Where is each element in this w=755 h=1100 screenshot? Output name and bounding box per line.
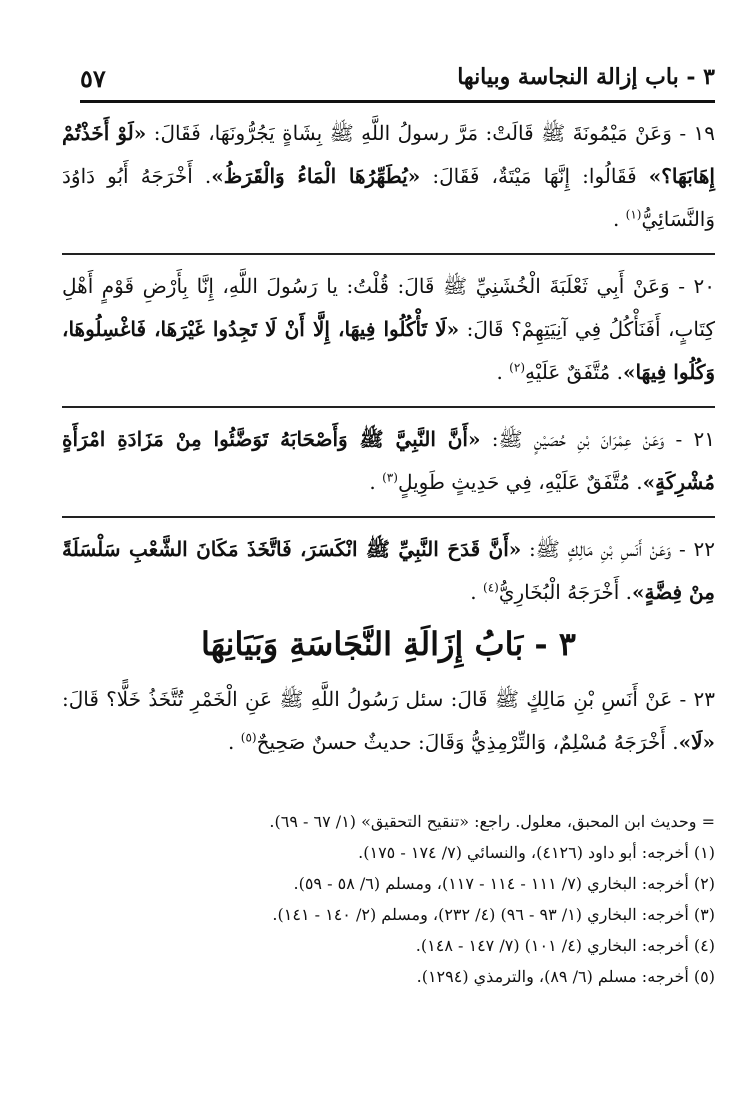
footnote-4: (٤) أخرجه: البخاري (٤/ ١٠١) (٧/ ١٤٧ - ١٤٨). bbox=[415, 936, 715, 955]
hadith-23: ٢٣ - عَنْ أَنَسِ بْنِ مَالِكٍ ﷺ قَالَ: سئل رَسُولُ اللَّهِ ﷺ عَنِ الْخَمْرِ تُتَّخَذُ خَلًّا؟ قَالَ: «لَا». أَخْرَجَهُ مُسْلِمٌ، وَالتِّرْمِذِيُّ وَقَالَ: حديثٌ حسنٌ صَحِيحٌ$^{(٥)}$ . bbox=[62, 687, 715, 754]
hadith-text: ٢١ - وَعَنْ عِمْرَانَ بْنِ حُصَيْنٍ ﷺ: bbox=[480, 427, 715, 451]
hadith-quote: «يُطَهِّرُهَا الْمَاءُ وَالْقَرَظُ» bbox=[211, 164, 421, 188]
hadith-source: . أَخْرَجَهُ مُسْلِمٌ، وَالتِّرْمِذِيُّ وَقَالَ: حديثٌ حسنٌ صَحِيحٌ bbox=[256, 730, 679, 754]
footnote-marker[interactable]: (٣) bbox=[382, 470, 398, 485]
hadith-quote: «لَا تَأْكُلُوا فِيهَا، إِلَّا أَنْ لَا تَجِدُوا غَيْرَهَا، فَاغْسِلُوهَا، وَكُلُوا فِيهَا» bbox=[62, 317, 715, 384]
hadith-text: ٢٣ - عَنْ أَنَسِ بْنِ مَالِكٍ ﷺ قَالَ: سئل رَسُولُ اللَّهِ ﷺ عَنِ الْخَمْرِ تُتَّخَذُ خَلًّا؟ قَالَ: bbox=[62, 687, 715, 711]
footnote-marker[interactable]: (٤) bbox=[483, 580, 499, 595]
footnotes bbox=[130, 806, 715, 992]
running-head bbox=[80, 60, 715, 103]
footnote-5: (٥) أخرجه: مسلم (٦/ ٨٩)، والترمذي (١٢٩٤). bbox=[416, 967, 715, 986]
chapter-heading: ٣ - بَابُ إِزَالَةِ النَّجَاسَةِ وَبَيَانِهَا bbox=[201, 625, 576, 663]
hadith-text: ١٩ - وَعَنْ مَيْمُونَةَ ﷺ قَالَتْ: مَرَّ رسولُ اللَّهِ ﷺ بِشَاةٍ يَجُرُّونَهَا، فَقَالَ: bbox=[146, 121, 715, 145]
hadith-quote: «لَوْ أَخَذْتُمْ إِهَابَهَا؟» bbox=[62, 121, 715, 188]
hadith-text: فَقَالُوا: إِنَّهَا مَيْتَةٌ، فَقَالَ: bbox=[420, 164, 649, 188]
hadith-separator bbox=[62, 516, 715, 518]
hadith-quote: «أَنَّ النَّبِيَّ ﷺ وَأَصْحَابَهُ تَوَضَّئُوا مِنْ مَزَادَةِ امْرَأَةٍ مُشْرِكَةٍ» bbox=[62, 427, 715, 494]
hadith-separator bbox=[62, 253, 715, 255]
hadith-source: . مُتَّفَقٌ عَلَيْهِ bbox=[525, 360, 623, 384]
hadith-source: . أَخْرَجَهُ أَبُو دَاوُدَ وَالنَّسَائِيُّ bbox=[62, 164, 715, 231]
footnote-3: (٣) أخرجه: البخاري (١/ ٩٣ - ٩٦) (٤/ ٢٣٢)، ومسلم (٢/ ١٤٠ - ١٤١). bbox=[272, 905, 715, 924]
hadith-source: . أَخْرَجَهُ الْبُخَارِيُّ bbox=[498, 580, 632, 604]
running-head-title: ٣ - باب إزالة النجاسة وبيانها bbox=[457, 64, 715, 90]
footnote-marker[interactable]: (١) bbox=[625, 207, 642, 222]
hadith-22: ٢٢ - وَعَنْ أَنَسِ بْنِ مَالِكٍ ﷺ: «أَنَّ قَدَحَ النَّبِيِّ ﷺ انْكَسَرَ، فَاتَّخَذَ مَكَانَ الشَّعْبِ سَلْسَلَةً مِنْ فِضَّةٍ». أَخْرَجَهُ الْبُخَارِيُّ$^{(٤)}$ . bbox=[62, 537, 715, 604]
page-number: ٥٧ bbox=[80, 64, 106, 93]
footnote-2: (٢) أخرجه: البخاري (٧/ ١١١ - ١١٤ - ١١٧)، ومسلم (٦/ ٥٨ - ٥٩). bbox=[293, 874, 715, 893]
hadith-21: ٢١ - وَعَنْ عِمْرَانَ بْنِ حُصَيْنٍ ﷺ: «أَنَّ النَّبِيَّ ﷺ وَأَصْحَابَهُ تَوَضَّئُوا مِنْ مَزَادَةِ امْرَأَةٍ مُشْرِكَةٍ». مُتَّفَقٌ عَلَيْهِ، فِي حَدِيثٍ طَوِيلٍ$^{(٣)}$ . bbox=[62, 427, 715, 494]
footnote-marker[interactable]: (٢) bbox=[509, 360, 525, 375]
hadith-text: ٢٢ - وَعَنْ أَنَسِ بْنِ مَالِكٍ ﷺ: bbox=[521, 537, 715, 561]
hadith-19: ١٩ - وَعَنْ مَيْمُونَةَ ﷺ قَالَتْ: مَرَّ رسولُ اللَّهِ ﷺ بِشَاةٍ يَجُرُّونَهَا، فَقَالَ: «لَوْ أَخَذْتُمْ إِهَابَهَا؟» فَقَالُوا: إِنَّهَا مَيْتَةٌ، فَقَالَ: «يُطَهِّرُهَا الْمَاءُ وَالْقَرَظُ». أَخْرَجَهُ أَبُو دَاوُدَ وَالنَّسَائِيُّ$^{(١)}$ . bbox=[62, 121, 715, 231]
hadith-text: ٢٠ - وَعَنْ أَبِي ثَعْلَبَةَ الْخُشَنِيِّ ﷺ قَالَ: قُلْتُ: يا رَسُولَ اللَّهِ، إِنَّا بِأَرْضِ قَوْمٍ أَهْلِ كِتَابٍ، أَفَنَأْكُلُ فِي آنِيَتِهِمْ؟ قَالَ: bbox=[62, 274, 715, 341]
hadith-source: . مُتَّفَقٌ عَلَيْهِ، فِي حَدِيثٍ طَوِيلٍ bbox=[397, 470, 643, 494]
hadith-20: ٢٠ - وَعَنْ أَبِي ثَعْلَبَةَ الْخُشَنِيِّ ﷺ قَالَ: قُلْتُ: يا رَسُولَ اللَّهِ، إِنَّا بِأَرْضِ قَوْمٍ أَهْلِ كِتَابٍ، أَفَنَأْكُلُ فِي آنِيَتِهِمْ؟ قَالَ: «لَا تَأْكُلُوا فِيهَا، إِلَّا أَنْ لَا تَجِدُوا غَيْرَهَا، فَاغْسِلُوهَا، وَكُلُوا فِيهَا». مُتَّفَقٌ عَلَيْهِ$^{(٢)}$ . bbox=[62, 274, 715, 384]
hadith-separator bbox=[62, 406, 715, 408]
hadith-quote: «لَا» bbox=[678, 730, 715, 754]
footnote-continuation: = وحديث ابن المحبق، معلول. راجع: «تنقيح التحقيق» (١/ ٦٧ - ٦٩). bbox=[269, 812, 715, 831]
footnote-marker[interactable]: (٥) bbox=[240, 730, 257, 745]
hadith-quote: «أَنَّ قَدَحَ النَّبِيِّ ﷺ انْكَسَرَ، فَاتَّخَذَ مَكَانَ الشَّعْبِ سَلْسَلَةً مِنْ فِضَّةٍ» bbox=[62, 537, 715, 604]
main-text bbox=[62, 112, 715, 764]
footnote-1: (١) أخرجه: أبو داود (٤١٢٦)، والنسائي (٧/ ١٧٤ - ١٧٥). bbox=[358, 843, 715, 862]
